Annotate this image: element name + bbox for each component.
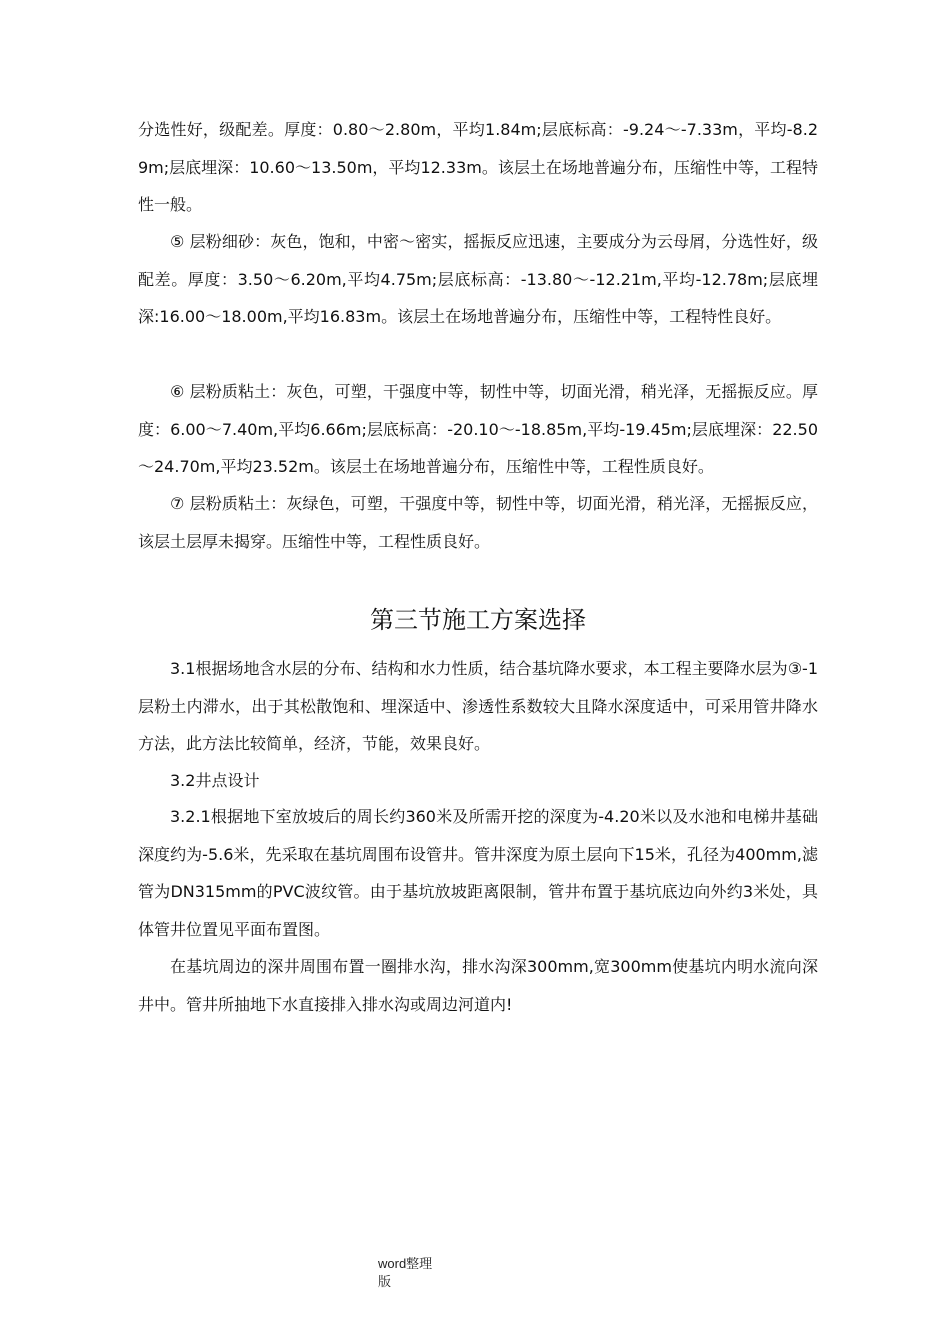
paragraph-3-1: 3.1根据场地含水层的分布、结构和水力性质，结合基坑降水要求，本工程主要降水层为③-1层粉土内滞水，出于其松散饱和、埋深适中、渗透性系数较大且降水深度适中，可采用管井降水方法，此方法比较简单，经济，节能，效果良好。 bbox=[138, 659, 818, 753]
paragraph-layer5: ⑤ 层粉细砂：灰色，饱和，中密～密实，摇振反应迅速，主要成分为云母屑，分选性好，级配差。厚度：3.50～6.20m,平均4.75m;层底标高：-13.80～-12.21m,平均-12.78m;层底埋深:16.00～18.00m,平均16.83m。该层土在场地普遍分布，压缩性中等，工程特性良好。 bbox=[138, 232, 818, 326]
footer-line-2: 版 bbox=[378, 1274, 392, 1289]
page-footer bbox=[378, 1255, 458, 1291]
paragraph-drainage: 在基坑周边的深井周围布置一圈排水沟，排水沟深300mm,宽300mm使基坑内明水流向深井中。管井所抽地下水直接排入排水沟或周边河道内! bbox=[138, 957, 818, 1014]
paragraph-3-2-heading: 3.2井点设计 bbox=[170, 771, 260, 790]
paragraph-3-2-1: 3.2.1根据地下室放坡后的周长约360米及所需开挖的深度为-4.20米以及水池和电梯井基础深度约为-5.6米，先采取在基坑周围布设管井。管井深度为原土层向下15米，孔径为400mm,滤管为DN315mm的PVC波纹管。由于基坑放坡距离限制，管井布置于基坑底边向外约3米处，具体管井位置见平面布置图。 bbox=[138, 807, 818, 939]
section-title: 第三节施工方案选择 bbox=[370, 606, 586, 634]
paragraph-layer7: ⑦ 层粉质粘土：灰绿色，可塑，干强度中等，韧性中等，切面光滑，稍光泽，无摇振反应，该层土层厚未揭穿。压缩性中等，工程性质良好。 bbox=[138, 494, 818, 551]
paragraph-layer4-continued: 分选性好，级配差。厚度：0.80～2.80m，平均1.84m;层底标高：-9.24～-7.33m，平均-8.29m;层底埋深：10.60～13.50m，平均12.33m。该层土在场地普遍分布，压缩性中等，工程特性一般。 bbox=[138, 120, 818, 214]
footer-line-1: word整理 bbox=[378, 1256, 433, 1271]
paragraph-layer6: ⑥ 层粉质粘土：灰色，可塑，干强度中等，韧性中等，切面光滑，稍光泽，无摇振反应。厚度：6.00～7.40m,平均6.66m;层底标高：-20.10～-18.85m,平均-19.45m;层底埋深：22.50～24.70m,平均23.52m。该层土在场地普遍分布，压缩性中等，工程性质良好。 bbox=[138, 382, 818, 476]
